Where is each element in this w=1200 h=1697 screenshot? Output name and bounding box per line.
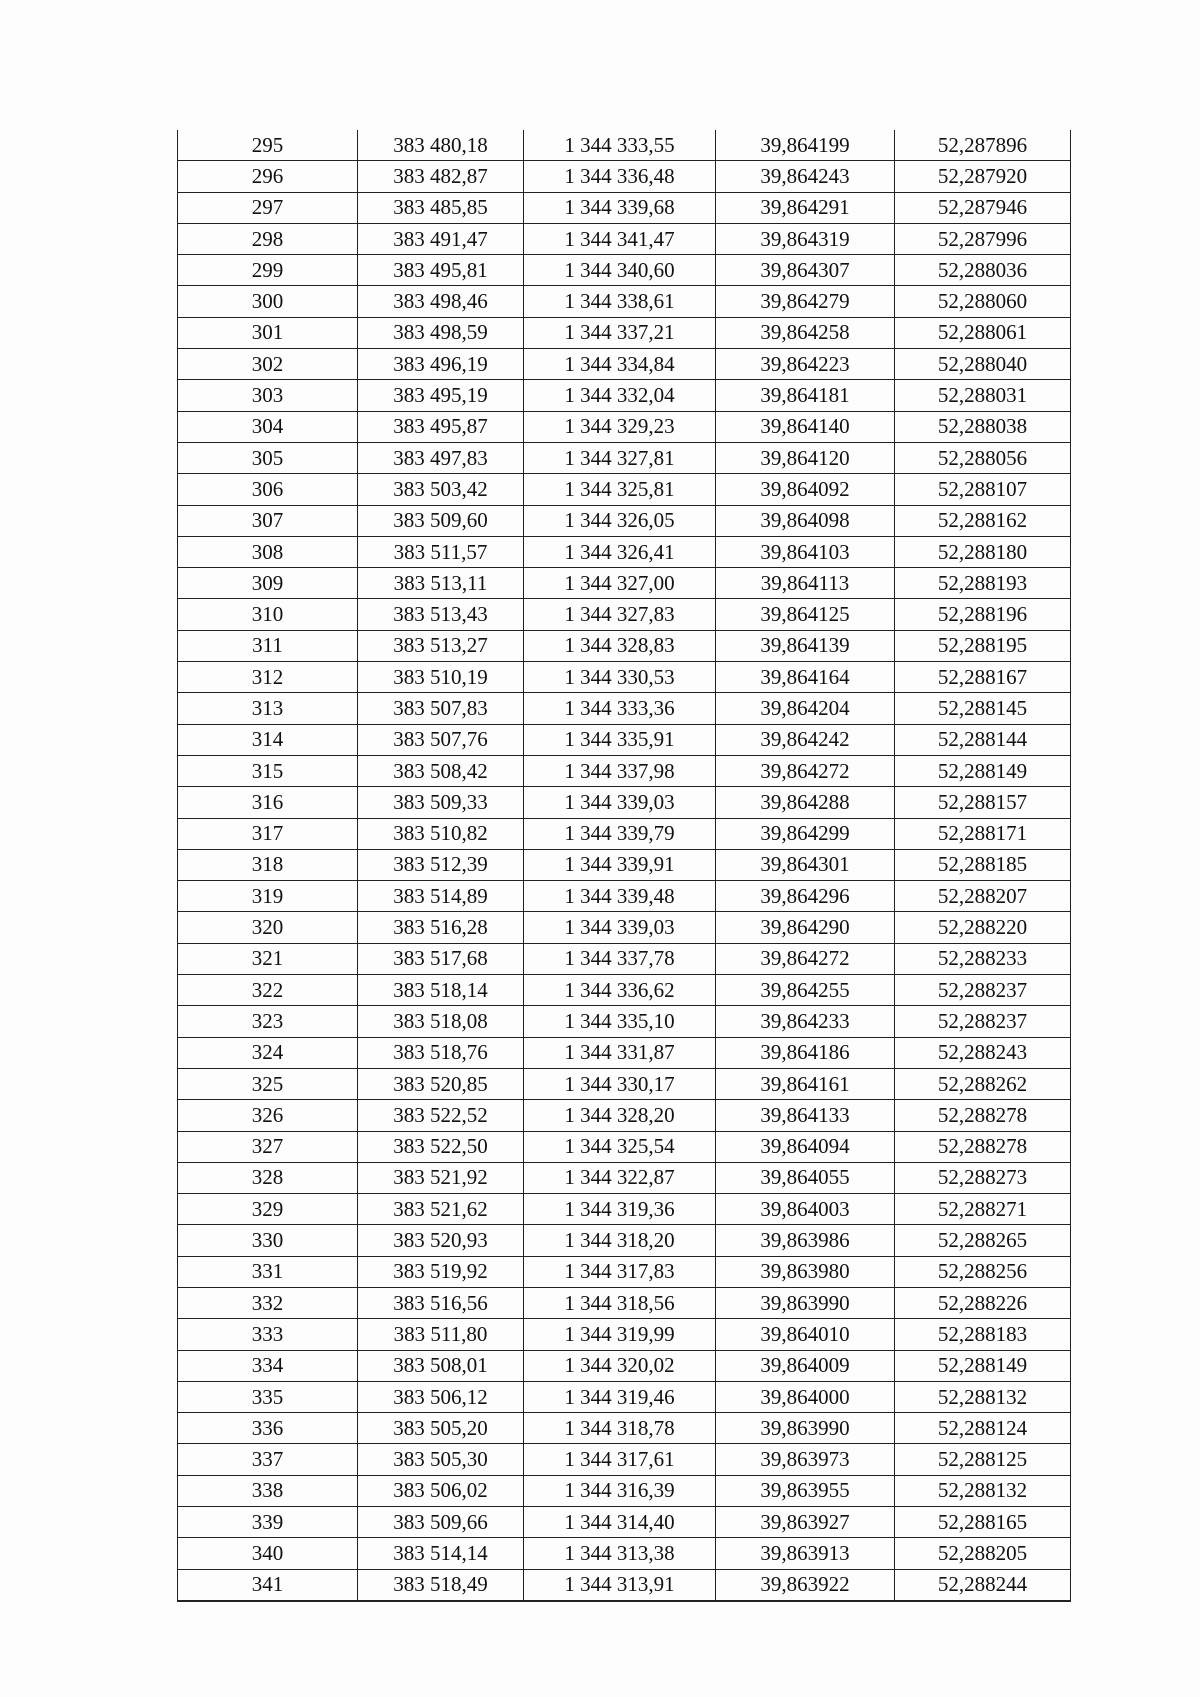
x-coordinate-cell: 383 509,33 [358,787,524,818]
longitude-cell: 39,863990 [716,1287,895,1318]
y-coordinate-cell: 1 344 313,91 [524,1569,716,1601]
point-number-cell: 317 [178,818,358,849]
x-coordinate-cell: 383 509,66 [358,1507,524,1538]
latitude-cell: 52,288256 [895,1256,1071,1287]
latitude-cell: 52,288149 [895,1350,1071,1381]
longitude-cell: 39,864133 [716,1100,895,1131]
table-row [178,1256,1071,1287]
latitude-cell: 52,288205 [895,1538,1071,1569]
x-coordinate-cell: 383 503,42 [358,474,524,505]
longitude-cell: 39,864092 [716,474,895,505]
x-coordinate-cell: 383 521,92 [358,1162,524,1193]
longitude-cell: 39,863986 [716,1225,895,1256]
latitude-cell: 52,288107 [895,474,1071,505]
table-row [178,599,1071,630]
latitude-cell: 52,288124 [895,1413,1071,1444]
y-coordinate-cell: 1 344 326,05 [524,505,716,536]
latitude-cell: 52,288226 [895,1287,1071,1318]
y-coordinate-cell: 1 344 331,87 [524,1037,716,1068]
point-number-cell: 313 [178,693,358,724]
point-number-cell: 324 [178,1037,358,1068]
x-coordinate-cell: 383 506,12 [358,1381,524,1412]
longitude-cell: 39,863980 [716,1256,895,1287]
point-number-cell: 333 [178,1319,358,1350]
table-row [178,1569,1071,1601]
y-coordinate-cell: 1 344 336,62 [524,975,716,1006]
table-row [178,130,1071,161]
y-coordinate-cell: 1 344 327,00 [524,568,716,599]
y-coordinate-cell: 1 344 313,38 [524,1538,716,1569]
table-row [178,568,1071,599]
longitude-cell: 39,864003 [716,1194,895,1225]
point-number-cell: 306 [178,474,358,505]
latitude-cell: 52,288157 [895,787,1071,818]
latitude-cell: 52,288145 [895,693,1071,724]
table-row [178,161,1071,192]
table-row [178,317,1071,348]
x-coordinate-cell: 383 520,93 [358,1225,524,1256]
y-coordinate-cell: 1 344 337,21 [524,317,716,348]
y-coordinate-cell: 1 344 317,61 [524,1444,716,1475]
x-coordinate-cell: 383 518,76 [358,1037,524,1068]
y-coordinate-cell: 1 344 340,60 [524,255,716,286]
x-coordinate-cell: 383 507,76 [358,724,524,755]
x-coordinate-cell: 383 511,57 [358,536,524,567]
longitude-cell: 39,864272 [716,755,895,786]
x-coordinate-cell: 383 518,49 [358,1569,524,1601]
x-coordinate-cell: 383 522,50 [358,1131,524,1162]
latitude-cell: 52,288132 [895,1475,1071,1506]
x-coordinate-cell: 383 518,14 [358,975,524,1006]
longitude-cell: 39,864161 [716,1068,895,1099]
y-coordinate-cell: 1 344 330,17 [524,1068,716,1099]
table-row [178,1225,1071,1256]
coordinates-table [177,130,1071,1602]
table-row [178,1350,1071,1381]
table-row [178,849,1071,880]
x-coordinate-cell: 383 513,27 [358,630,524,661]
x-coordinate-cell: 383 496,19 [358,349,524,380]
point-number-cell: 327 [178,1131,358,1162]
table-row [178,818,1071,849]
latitude-cell: 52,288244 [895,1569,1071,1601]
point-number-cell: 321 [178,943,358,974]
y-coordinate-cell: 1 344 328,83 [524,630,716,661]
y-coordinate-cell: 1 344 318,20 [524,1225,716,1256]
point-number-cell: 331 [178,1256,358,1287]
x-coordinate-cell: 383 507,83 [358,693,524,724]
table-row [178,662,1071,693]
latitude-cell: 52,288278 [895,1131,1071,1162]
longitude-cell: 39,863927 [716,1507,895,1538]
latitude-cell: 52,288144 [895,724,1071,755]
longitude-cell: 39,864258 [716,317,895,348]
point-number-cell: 335 [178,1381,358,1412]
latitude-cell: 52,288031 [895,380,1071,411]
latitude-cell: 52,288278 [895,1100,1071,1131]
table-row [178,442,1071,473]
x-coordinate-cell: 383 480,18 [358,130,524,161]
y-coordinate-cell: 1 344 333,36 [524,693,716,724]
x-coordinate-cell: 383 482,87 [358,161,524,192]
point-number-cell: 304 [178,411,358,442]
x-coordinate-cell: 383 508,42 [358,755,524,786]
point-number-cell: 330 [178,1225,358,1256]
y-coordinate-cell: 1 344 339,79 [524,818,716,849]
x-coordinate-cell: 383 498,46 [358,286,524,317]
point-number-cell: 298 [178,223,358,254]
table-row [178,975,1071,1006]
y-coordinate-cell: 1 344 339,68 [524,192,716,223]
point-number-cell: 310 [178,599,358,630]
y-coordinate-cell: 1 344 319,46 [524,1381,716,1412]
latitude-cell: 52,288237 [895,1006,1071,1037]
y-coordinate-cell: 1 344 325,54 [524,1131,716,1162]
y-coordinate-cell: 1 344 339,03 [524,787,716,818]
x-coordinate-cell: 383 518,08 [358,1006,524,1037]
point-number-cell: 307 [178,505,358,536]
longitude-cell: 39,864139 [716,630,895,661]
x-coordinate-cell: 383 514,14 [358,1538,524,1569]
table-row [178,1444,1071,1475]
table-row [178,1100,1071,1131]
latitude-cell: 52,288185 [895,849,1071,880]
x-coordinate-cell: 383 498,59 [358,317,524,348]
table-row [178,349,1071,380]
x-coordinate-cell: 383 506,02 [358,1475,524,1506]
longitude-cell: 39,864307 [716,255,895,286]
y-coordinate-cell: 1 344 339,91 [524,849,716,880]
y-coordinate-cell: 1 344 322,87 [524,1162,716,1193]
x-coordinate-cell: 383 517,68 [358,943,524,974]
longitude-cell: 39,864186 [716,1037,895,1068]
point-number-cell: 322 [178,975,358,1006]
table-row [178,286,1071,317]
x-coordinate-cell: 383 495,87 [358,411,524,442]
y-coordinate-cell: 1 344 338,61 [524,286,716,317]
longitude-cell: 39,864243 [716,161,895,192]
latitude-cell: 52,287996 [895,223,1071,254]
point-number-cell: 319 [178,881,358,912]
longitude-cell: 39,864291 [716,192,895,223]
longitude-cell: 39,863955 [716,1475,895,1506]
point-number-cell: 316 [178,787,358,818]
point-number-cell: 303 [178,380,358,411]
x-coordinate-cell: 383 509,60 [358,505,524,536]
longitude-cell: 39,864272 [716,943,895,974]
y-coordinate-cell: 1 344 330,53 [524,662,716,693]
point-number-cell: 332 [178,1287,358,1318]
x-coordinate-cell: 383 516,28 [358,912,524,943]
x-coordinate-cell: 383 513,43 [358,599,524,630]
longitude-cell: 39,864113 [716,568,895,599]
latitude-cell: 52,288265 [895,1225,1071,1256]
point-number-cell: 315 [178,755,358,786]
y-coordinate-cell: 1 344 337,78 [524,943,716,974]
table-row [178,630,1071,661]
table-row [178,755,1071,786]
latitude-cell: 52,288036 [895,255,1071,286]
longitude-cell: 39,863922 [716,1569,895,1601]
table-row [178,943,1071,974]
table-row [178,380,1071,411]
longitude-cell: 39,864204 [716,693,895,724]
y-coordinate-cell: 1 344 325,81 [524,474,716,505]
latitude-cell: 52,288060 [895,286,1071,317]
latitude-cell: 52,288237 [895,975,1071,1006]
table-row [178,693,1071,724]
latitude-cell: 52,288183 [895,1319,1071,1350]
latitude-cell: 52,287946 [895,192,1071,223]
x-coordinate-cell: 383 522,52 [358,1100,524,1131]
longitude-cell: 39,863913 [716,1538,895,1569]
latitude-cell: 52,288195 [895,630,1071,661]
longitude-cell: 39,864010 [716,1319,895,1350]
table-row [178,1037,1071,1068]
y-coordinate-cell: 1 344 335,91 [524,724,716,755]
y-coordinate-cell: 1 344 318,56 [524,1287,716,1318]
longitude-cell: 39,864301 [716,849,895,880]
x-coordinate-cell: 383 508,01 [358,1350,524,1381]
latitude-cell: 52,288056 [895,442,1071,473]
table-row [178,1413,1071,1444]
y-coordinate-cell: 1 344 339,48 [524,881,716,912]
latitude-cell: 52,288220 [895,912,1071,943]
table-row [178,1006,1071,1037]
point-number-cell: 340 [178,1538,358,1569]
longitude-cell: 39,864094 [716,1131,895,1162]
latitude-cell: 52,288061 [895,317,1071,348]
table-row [178,411,1071,442]
longitude-cell: 39,864290 [716,912,895,943]
latitude-cell: 52,288193 [895,568,1071,599]
latitude-cell: 52,288243 [895,1037,1071,1068]
y-coordinate-cell: 1 344 329,23 [524,411,716,442]
x-coordinate-cell: 383 521,62 [358,1194,524,1225]
y-coordinate-cell: 1 344 336,48 [524,161,716,192]
table-row [178,881,1071,912]
x-coordinate-cell: 383 516,56 [358,1287,524,1318]
y-coordinate-cell: 1 344 337,98 [524,755,716,786]
x-coordinate-cell: 383 520,85 [358,1068,524,1099]
longitude-cell: 39,863973 [716,1444,895,1475]
table-row [178,724,1071,755]
table-row [178,223,1071,254]
table-row [178,536,1071,567]
y-coordinate-cell: 1 344 333,55 [524,130,716,161]
y-coordinate-cell: 1 344 316,39 [524,1475,716,1506]
longitude-cell: 39,864098 [716,505,895,536]
y-coordinate-cell: 1 344 319,99 [524,1319,716,1350]
latitude-cell: 52,288040 [895,349,1071,380]
point-number-cell: 325 [178,1068,358,1099]
latitude-cell: 52,288273 [895,1162,1071,1193]
y-coordinate-cell: 1 344 314,40 [524,1507,716,1538]
x-coordinate-cell: 383 491,47 [358,223,524,254]
longitude-cell: 39,864140 [716,411,895,442]
y-coordinate-cell: 1 344 328,20 [524,1100,716,1131]
longitude-cell: 39,864103 [716,536,895,567]
point-number-cell: 301 [178,317,358,348]
longitude-cell: 39,864319 [716,223,895,254]
longitude-cell: 39,864120 [716,442,895,473]
point-number-cell: 297 [178,192,358,223]
longitude-cell: 39,864000 [716,1381,895,1412]
x-coordinate-cell: 383 505,20 [358,1413,524,1444]
longitude-cell: 39,863990 [716,1413,895,1444]
point-number-cell: 329 [178,1194,358,1225]
longitude-cell: 39,864299 [716,818,895,849]
x-coordinate-cell: 383 495,81 [358,255,524,286]
x-coordinate-cell: 383 505,30 [358,1444,524,1475]
longitude-cell: 39,864223 [716,349,895,380]
point-number-cell: 300 [178,286,358,317]
point-number-cell: 314 [178,724,358,755]
longitude-cell: 39,864255 [716,975,895,1006]
y-coordinate-cell: 1 344 327,83 [524,599,716,630]
x-coordinate-cell: 383 511,80 [358,1319,524,1350]
table-row [178,1287,1071,1318]
point-number-cell: 299 [178,255,358,286]
x-coordinate-cell: 383 514,89 [358,881,524,912]
point-number-cell: 320 [178,912,358,943]
latitude-cell: 52,288149 [895,755,1071,786]
x-coordinate-cell: 383 513,11 [358,568,524,599]
table-row [178,1319,1071,1350]
latitude-cell: 52,288132 [895,1381,1071,1412]
x-coordinate-cell: 383 495,19 [358,380,524,411]
latitude-cell: 52,288125 [895,1444,1071,1475]
longitude-cell: 39,864279 [716,286,895,317]
latitude-cell: 52,288196 [895,599,1071,630]
y-coordinate-cell: 1 344 317,83 [524,1256,716,1287]
table-row [178,474,1071,505]
point-number-cell: 323 [178,1006,358,1037]
latitude-cell: 52,288165 [895,1507,1071,1538]
longitude-cell: 39,864242 [716,724,895,755]
y-coordinate-cell: 1 344 332,04 [524,380,716,411]
longitude-cell: 39,864233 [716,1006,895,1037]
point-number-cell: 337 [178,1444,358,1475]
table-row [178,1068,1071,1099]
longitude-cell: 39,864296 [716,881,895,912]
table-row [178,1538,1071,1569]
x-coordinate-cell: 383 512,39 [358,849,524,880]
table-row [178,1381,1071,1412]
point-number-cell: 302 [178,349,358,380]
x-coordinate-cell: 383 485,85 [358,192,524,223]
longitude-cell: 39,864009 [716,1350,895,1381]
y-coordinate-cell: 1 344 320,02 [524,1350,716,1381]
point-number-cell: 339 [178,1507,358,1538]
latitude-cell: 52,287920 [895,161,1071,192]
x-coordinate-cell: 383 497,83 [358,442,524,473]
y-coordinate-cell: 1 344 318,78 [524,1413,716,1444]
latitude-cell: 52,288038 [895,411,1071,442]
point-number-cell: 311 [178,630,358,661]
point-number-cell: 341 [178,1569,358,1601]
point-number-cell: 308 [178,536,358,567]
y-coordinate-cell: 1 344 341,47 [524,223,716,254]
point-number-cell: 336 [178,1413,358,1444]
point-number-cell: 312 [178,662,358,693]
table-row [178,1475,1071,1506]
point-number-cell: 334 [178,1350,358,1381]
latitude-cell: 52,288207 [895,881,1071,912]
table-row [178,912,1071,943]
point-number-cell: 326 [178,1100,358,1131]
latitude-cell: 52,288180 [895,536,1071,567]
point-number-cell: 309 [178,568,358,599]
y-coordinate-cell: 1 344 335,10 [524,1006,716,1037]
x-coordinate-cell: 383 510,19 [358,662,524,693]
y-coordinate-cell: 1 344 327,81 [524,442,716,473]
table-row [178,1131,1071,1162]
point-number-cell: 295 [178,130,358,161]
y-coordinate-cell: 1 344 334,84 [524,349,716,380]
latitude-cell: 52,288233 [895,943,1071,974]
table-row [178,1162,1071,1193]
y-coordinate-cell: 1 344 339,03 [524,912,716,943]
y-coordinate-cell: 1 344 319,36 [524,1194,716,1225]
latitude-cell: 52,288167 [895,662,1071,693]
table-row [178,505,1071,536]
longitude-cell: 39,864199 [716,130,895,161]
longitude-cell: 39,864288 [716,787,895,818]
point-number-cell: 338 [178,1475,358,1506]
longitude-cell: 39,864164 [716,662,895,693]
table-row [178,1194,1071,1225]
point-number-cell: 296 [178,161,358,192]
point-number-cell: 328 [178,1162,358,1193]
latitude-cell: 52,288262 [895,1068,1071,1099]
table-row [178,192,1071,223]
coordinates-table-body [178,130,1071,1601]
longitude-cell: 39,864055 [716,1162,895,1193]
table-row [178,1507,1071,1538]
x-coordinate-cell: 383 510,82 [358,818,524,849]
latitude-cell: 52,287896 [895,130,1071,161]
longitude-cell: 39,864125 [716,599,895,630]
latitude-cell: 52,288171 [895,818,1071,849]
point-number-cell: 305 [178,442,358,473]
longitude-cell: 39,864181 [716,380,895,411]
latitude-cell: 52,288162 [895,505,1071,536]
y-coordinate-cell: 1 344 326,41 [524,536,716,567]
table-row [178,787,1071,818]
x-coordinate-cell: 383 519,92 [358,1256,524,1287]
latitude-cell: 52,288271 [895,1194,1071,1225]
table-row [178,255,1071,286]
point-number-cell: 318 [178,849,358,880]
